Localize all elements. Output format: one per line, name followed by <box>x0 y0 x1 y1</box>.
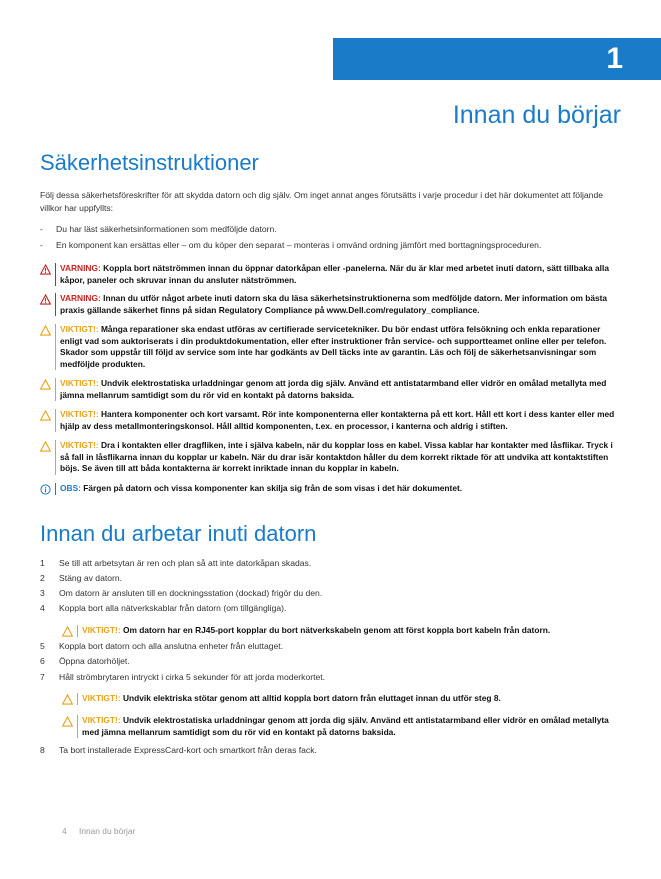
warning-triangle-icon <box>40 264 51 275</box>
step-text: Ta bort installerade ExpressCard-kort och smartkort från deras fack. <box>59 745 317 755</box>
note-text: Färgen på datorn och vissa komponenter kan skilja sig från de som visas i det här dokumentet. <box>83 483 463 493</box>
step-text: Koppla bort datorn och alla anslutna enheter från eluttaget. <box>59 641 284 651</box>
step-text: Se till att arbetsytan är ren och plan så att inte datorkåpan skadas. <box>59 558 312 568</box>
step-text: Stäng av datorn. <box>59 573 123 583</box>
page-footer <box>62 826 135 836</box>
caution-triangle-icon <box>62 716 73 727</box>
caution-triangle-icon <box>40 410 51 421</box>
note-label: VIKTIGT!: <box>82 693 121 703</box>
note-label: VIKTIGT!: <box>82 715 121 725</box>
caution-triangle-icon <box>40 379 51 390</box>
warning-triangle-icon <box>40 294 51 305</box>
step-number: 3 <box>40 588 45 598</box>
chapter-number: 1 <box>606 42 623 75</box>
bullet-dash: - <box>40 240 43 250</box>
chapter-title: Innan du börjar <box>452 101 621 129</box>
bullet-dash: - <box>40 224 43 234</box>
caution-triangle-icon <box>40 441 51 452</box>
caution-triangle-icon <box>40 325 51 336</box>
safety-heading: Säkerhetsinstruktioner <box>40 150 259 175</box>
note-text: Undvik elektrostatiska urladdningar genom att jorda dig själv. Använd ett antistatarmband eller vidrör en omålad metallyta med jämna mellanrum samtidigt som du rör vid en kontakt på datorns baksida. <box>82 715 609 737</box>
note-text: Dra i kontakten eller dragfliken, inte i själva kabeln, när du kopplar loss en kabel. Vissa kablar har kontakter med låsflikar. Tryck i så fall in låsflikarna innan du kopplar ur kabeln. När du drar isär kontaktdon håller du dem korrekt riktade för att undvika att kontaktstiften böjs. Se även till att båda kontakterna är korrekt inriktade innan du kopplar in kabeln. <box>60 440 613 473</box>
note-label: VARNING: <box>60 263 101 273</box>
chapter-banner <box>333 38 661 80</box>
note-text: Undvik elektriska stötar genom att alltid koppla bort datorn från eluttaget innan du utför steg 8. <box>122 693 501 703</box>
safety-intro: Följ dessa säkerhetsföreskrifter för att skydda datorn och dig själv. Om inget annat anges förutsätts i varje procedur i det här dokumentet att följande villkor har uppfyllts: <box>40 190 604 213</box>
step-text: Om datorn är ansluten till en dockningsstation (dockad) frigör du den. <box>59 588 323 598</box>
note-label: VIKTIGT!: <box>60 440 99 450</box>
caution-triangle-icon <box>62 694 73 705</box>
step-number: 1 <box>40 558 45 568</box>
note-label: VIKTIGT!: <box>60 324 99 334</box>
note-text: Koppla bort nätströmmen innan du öppnar datorkåpan eller -panelerna. När du är klar med arbetet inuti datorn, sätt tillbaka alla kåpor, paneler och skruvar innan du ansluter nätströmmen. <box>60 263 609 285</box>
step-number: 7 <box>40 672 45 682</box>
step-number: 8 <box>40 745 45 755</box>
bullet-text: Du har läst säkerhetsinformationen som medföljde datorn. <box>56 224 277 234</box>
page-number: 4 <box>62 826 67 836</box>
step-text: Öppna datorhöljet. <box>59 656 130 666</box>
step-number: 2 <box>40 573 45 583</box>
note-label: OBS: <box>60 483 81 493</box>
note-text: Innan du utför något arbete inuti datorn ska du läsa säkerhetsinstruktionerna som medföljde datorn. Mer information om bästa praxis gällande säkerhet finns på sidan Regulatory Compliance på www.Dell.com/regulatory_compliance. <box>60 293 608 315</box>
step-number: 4 <box>40 603 45 613</box>
bullet-text: En komponent kan ersättas eller – om du köper den separat – monteras i omvänd ordning jämfört med borttagningsproceduren. <box>56 240 542 250</box>
note-label: VIKTIGT!: <box>82 625 121 635</box>
note-text: Många reparationer ska endast utföras av certifierade servicetekniker. Du bör endast utföra felsökning och enkla reparationer enligt vad som auktoriserats i din produktdokumentation, eller efter instruktioner från service- och supportteamet online eller per telefon. Skador som uppstår till följd av service som inte har godkänts av Dell täcks inte av garantin. Läs och följ de säkerhetsanvisningar som medföljde produkten. <box>60 324 607 369</box>
note-label: VARNING: <box>60 293 101 303</box>
note-label: VIKTIGT!: <box>60 378 99 388</box>
note-label: VIKTIGT!: <box>60 409 99 419</box>
step-number: 5 <box>40 641 45 651</box>
note-text: Undvik elektrostatiska urladdningar genom att jorda dig själv. Använd ett antistatarmband eller vidrör en omålad metallyta med jämna mellanrum samtidigt som du rör vid en kontakt på datorns baksida. <box>60 378 607 400</box>
note-text: Om datorn har en RJ45-port kopplar du bort nätverkskabeln genom att först koppla bort kabeln från datorn. <box>122 625 551 635</box>
working-heading: Innan du arbetar inuti datorn <box>40 521 317 546</box>
note-text: Hantera komponenter och kort varsamt. Rör inte komponenterna eller kontakterna på ett kort. Håll ett kort i dess kanter eller med hjälp av dess metallmonteringskonsol. Håll alltid komponenten, t.ex. en processor, i kanterna och aldrig i stiften. <box>60 409 615 431</box>
info-circle-icon <box>40 484 51 495</box>
step-number: 6 <box>40 656 45 666</box>
caution-triangle-icon <box>62 626 73 637</box>
footer-label: Innan du börjar <box>79 826 136 836</box>
step-text: Koppla bort alla nätverkskablar från datorn (om tillgängliga). <box>59 603 287 613</box>
step-text: Håll strömbrytaren intryckt i cirka 5 sekunder för att jorda moderkortet. <box>59 672 326 682</box>
